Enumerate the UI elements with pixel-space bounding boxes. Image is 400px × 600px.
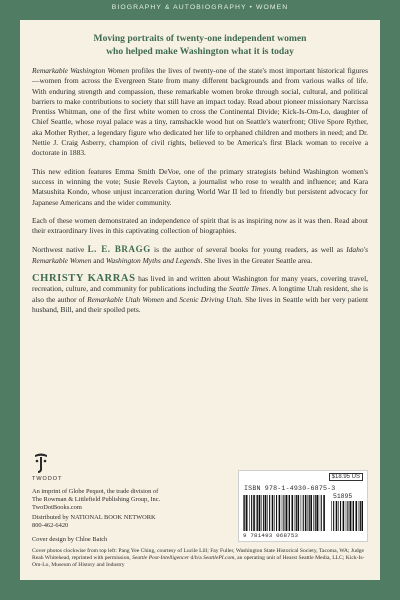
isbn-text: ISBN 978-1-4930-6875-3 xyxy=(244,485,336,492)
imprint-line-2: The Rowman & Littlefield Publishing Group, Inc. xyxy=(32,496,161,503)
author-intro: Northwest native xyxy=(32,245,85,255)
ean-barcode-icon xyxy=(243,495,325,531)
ean-number: 9 781493 068753 xyxy=(243,532,299,539)
bragg-and: and xyxy=(93,255,105,265)
cover-design-credit: Cover design by Chloe Batch xyxy=(32,536,108,543)
logo-text: TWODOT xyxy=(32,476,63,482)
karras-book-b: Scenic Driving Utah xyxy=(179,294,242,304)
credits-b: d/b/a xyxy=(190,555,202,561)
text-panel xyxy=(20,20,380,580)
distributor-info xyxy=(32,514,232,530)
tagline-line-1: Moving portraits of twenty-one independent women xyxy=(93,33,307,44)
description xyxy=(32,66,368,315)
paragraph-2: This new edition features Emma Smith DeVoe, one of the primary strategists behind Washington women's success in winning the vote; Susie Revels Cayton, a journalist who rose to wealth and influence; and Kara Matsushita Kondo, whose unjust incarceration during World War II led to friendly but persistent advocacy for Japanese Americans and the wider community. xyxy=(32,166,368,207)
imprint-line-1: An imprint of Globe Pequot, the trade division of xyxy=(32,488,159,495)
imprint-info xyxy=(32,488,232,512)
paragraph-3: Each of these women demonstrated an independence of spirit that is as inspiring now as it was then. Read about their extraordinary lives in this captivating collection of biographies. xyxy=(32,215,368,236)
karras-bio-c: . She lives in Seattle with her very patient husband, Bill, and their spoiled pets. xyxy=(32,294,369,314)
credits-c: , an operating unit of Hearst Seattle Media, LLC; Kick-Is-Om-Lo, Museum of History and Industry xyxy=(32,555,365,568)
imprint-website: TwoDotBooks.com xyxy=(32,504,82,511)
addon-number: 51895 xyxy=(333,493,353,500)
distributor-line: Distributed by NATIONAL BOOK NETWORK xyxy=(32,514,156,521)
paragraph-1-text: profiles the lives of twenty-one of the state's most important historical figures—women from across the Evergreen State from many different backgrounds and from various walks of life. With enduring strength and compassion, these remarkable women broke through social, cultural, and political barriers to make contributions to society that still have an impact today. Read about pioneer missionary Narcissa Prentiss Whitman, one of the first white women to cross the Continental Divide; Kick-Is-Om-Lo, daughter of Chief Seattle, whose royal palace was a tiny, ramshackle wood hut on Seattle's waterfront; Olive Spore Ryther, aka Mother Ryther, a legendary figure who dedicated her life to orphaned children and mothers in need; and Dr. Nettie J. Craig Asberry, champion of civil rights, believed to be America's first Black woman to receive a doctorate in 1883. xyxy=(32,66,368,158)
bragg-bio-b: . She lives in the Greater Seattle area. xyxy=(200,255,313,265)
karras-pub: Seattle Times xyxy=(228,284,269,294)
karras-bio-b: . A longtime Utah resident, she is also the author of xyxy=(32,284,368,304)
distributor-phone: 800-462-6420 xyxy=(32,522,69,529)
bragg-book-b: Washington Myths and Legends xyxy=(105,255,201,265)
twodot-glyph-icon xyxy=(32,452,50,474)
author-name-karras: CHRISTY KARRAS xyxy=(32,273,136,285)
credits-pub: Seattle Post-Intelligencer xyxy=(132,555,190,561)
price-box: $18.95 US xyxy=(329,473,363,481)
author-bio-karras xyxy=(32,274,368,315)
photo-credits xyxy=(32,548,368,569)
author-name-bragg: L. E. BRAGG xyxy=(87,244,151,255)
bragg-book-a: Idaho's Remarkable Women xyxy=(32,245,369,265)
credits-site: SeattlePI.com xyxy=(203,555,235,561)
book-title: Remarkable Washington Women xyxy=(32,66,130,75)
tagline xyxy=(38,32,362,58)
bragg-bio-a: is the author of several books for young readers, as well as xyxy=(154,245,343,255)
barcode-area xyxy=(238,470,368,542)
karras-and: and xyxy=(166,294,177,304)
paragraph-1 xyxy=(32,66,368,159)
category-label: BIOGRAPHY & AUTOBIOGRAPHY • WOMEN xyxy=(111,4,289,11)
author-bio-bragg xyxy=(32,244,368,266)
karras-book-a: Remarkable Utah Women xyxy=(87,294,164,304)
karras-bio-a: has lived in and written about Washington for many years, covering travel, recreation, culture, and community for publications including the xyxy=(32,274,369,294)
credits-a: Cover photos clockwise from top left: Pang Yee Ching, courtesy of Lucile Lill; Fay Fuller, Washington State Historical Society, Tacoma, WA; Judge Reah Whitehead, reprinted with permission, xyxy=(32,548,364,561)
publisher-block xyxy=(32,452,368,568)
tagline-line-2: who helped make Washington what it is today xyxy=(106,46,294,57)
addon-barcode-icon xyxy=(331,501,363,531)
